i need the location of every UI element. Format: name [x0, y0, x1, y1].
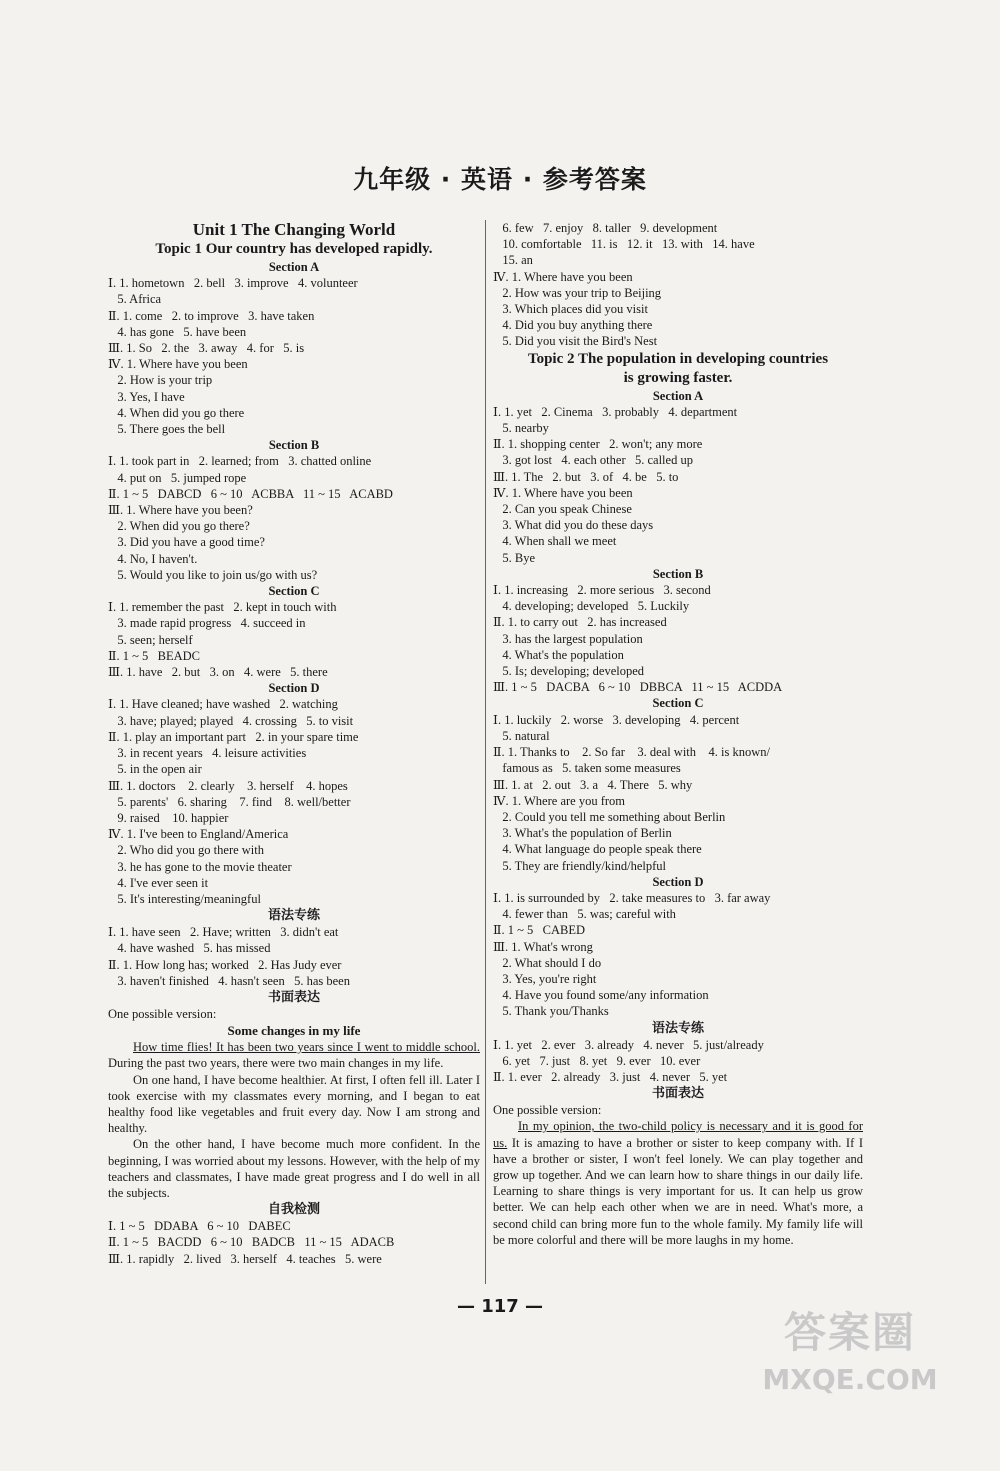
category-heading: 语法专练	[267, 908, 320, 924]
answer-line: 4. What language do people speak there	[493, 842, 702, 857]
answer-line: Ⅱ. 1 ~ 5 DABCD 6 ~ 10 ACBBA 11 ~ 15 ACABD	[108, 486, 393, 501]
answer-line: 3. Yes, you're right	[493, 971, 597, 986]
answer-line: Ⅰ. 1. yet 2. Cinema 3. probably 4. department	[493, 404, 738, 419]
answer-line: Ⅰ. 1. yet 2. ever 3. already 4. never 5. just/already	[493, 1037, 764, 1052]
answer-line: 5. seen; herself	[108, 632, 193, 647]
answer-line: Ⅲ. 1 ~ 5 DACBA 6 ~ 10 DBBCA 11 ~ 15 ACDDA	[493, 680, 783, 695]
answer-line: Ⅱ. 1. Thanks to 2. So far 3. deal with 4. is known/	[493, 745, 770, 760]
answer-line: 5. Bye	[493, 550, 536, 565]
section-heading: Section C	[652, 696, 704, 711]
answer-line: 3. he has gone to the movie theater	[108, 859, 292, 874]
answer-line: Ⅳ. 1. I've been to England/America	[108, 827, 289, 842]
answer-line: 3. Yes, I have	[108, 389, 185, 404]
answer-line: 4. have washed 5. has missed	[108, 941, 271, 956]
answer-line: Ⅰ. 1. hometown 2. bell 3. improve 4. volunteer	[108, 276, 358, 291]
section-heading: Section D	[652, 874, 704, 889]
topic-heading: is growing faster.	[623, 369, 733, 386]
answer-line: 4. I've ever seen it	[108, 875, 209, 890]
answer-line: Ⅰ. 1. remember the past 2. kept in touch with	[108, 600, 337, 615]
answer-line: Ⅱ. 1. play an important part 2. in your spare time	[108, 729, 359, 744]
answer-line: 4. Did you buy anything there	[493, 318, 653, 333]
answer-line: 2. When did you go there?	[108, 519, 250, 534]
answer-line: Ⅳ. 1. Where are you from	[493, 793, 626, 808]
answer-line: Ⅰ. 1. is surrounded by 2. take measures to 3. far away	[493, 890, 771, 905]
answer-line: 4. When did you go there	[108, 405, 245, 420]
page-number: — 117 —	[456, 1296, 544, 1317]
answer-line: Ⅲ. 1. Where have you been?	[108, 503, 253, 518]
answer-line: Ⅱ. 1. shopping center 2. won't; any more	[493, 437, 703, 452]
answer-line: 2. Can you speak Chinese	[493, 502, 632, 517]
answer-line: 2. What should I do	[493, 955, 602, 970]
answer-line: Ⅰ. 1. increasing 2. more serious 3. second	[493, 583, 711, 598]
topic-heading: Topic 2 The population in developing countries	[527, 350, 829, 367]
answer-line: Ⅲ. 1. at 2. out 3. a 4. There 5. why	[493, 777, 693, 792]
watermark-logo	[730, 1303, 970, 1423]
answer-line: 3. What's the population of Berlin	[493, 826, 672, 841]
answer-line: 5. Did you visit the Bird's Nest	[493, 334, 658, 349]
answer-line: 10. comfortable 11. is 12. it 13. with 14. have	[493, 237, 755, 252]
category-heading: 自我检测	[267, 1202, 320, 1218]
category-heading: 书面表达	[267, 989, 320, 1005]
essay-paragraph: On one hand, I have become healthier. At first, I often fell ill. Later I took exercise with my classmates every morning, and I began to eat healthy food like vegetables and fruit every day. Now I am strong and healthy.	[108, 1072, 480, 1136]
answer-line: 5. parents' 6. sharing 7. find 8. well/better	[108, 794, 351, 809]
answer-line: Ⅱ. 1. come 2. to improve 3. have taken	[108, 308, 315, 323]
answer-line: Ⅳ. 1. Where have you been	[493, 485, 633, 500]
answer-line: 9. raised 10. happier	[108, 810, 229, 825]
answer-line: Ⅱ. 1 ~ 5 BEADC	[108, 648, 200, 663]
answer-line: 4. put on 5. jumped rope	[108, 470, 247, 485]
answer-line: 3. made rapid progress 4. succeed in	[108, 616, 306, 631]
answer-line: 5. Would you like to join us/go with us?	[108, 567, 318, 582]
essay-paragraph: On the other hand, I have become much more confident. In the beginning, I was worried about my lessons. However, with the help of my teachers and classmates, I have made great progress and I do well in all the subjects.	[108, 1137, 480, 1200]
answer-line: 3. got lost 4. each other 5. called up	[493, 453, 693, 468]
essay-title: Some changes in my life	[227, 1023, 361, 1039]
underlined-sentence: In my opinion, the two-child policy is necessary and it is good for us.	[493, 1119, 863, 1150]
essay-paragraph	[493, 1118, 863, 1248]
paragraph-text: It is amazing to have a brother or sister to keep company with. If I have a brother or sister, I won't feel lonely. We can play together and grow up together. And we can learn how to share things in our daily life. Learning to share things is very important for us. It can help us grow better. We can help each other when we are in need. What's more, a second child can bring more fun to the whole family. My family life will be more colorful and there will be more laughs in my home.	[493, 1135, 863, 1247]
answer-line: Ⅰ. 1. took part in 2. learned; from 3. chatted online	[108, 454, 372, 469]
answer-line: 4. What's the population	[493, 647, 624, 662]
answer-line: Ⅰ. 1. Have cleaned; have washed 2. watching	[108, 697, 338, 712]
answer-line: famous as 5. taken some measures	[493, 761, 681, 776]
answer-line: 2. Who did you go there with	[108, 843, 264, 858]
answer-line: 5. Is; developing; developed	[493, 664, 645, 679]
answer-line: Ⅲ. 1. The 2. but 3. of 4. be 5. to	[493, 469, 679, 484]
column-divider	[485, 220, 486, 1284]
answer-line: 3. Did you have a good time?	[108, 535, 265, 550]
answer-line: Ⅱ. 1 ~ 5 CABED	[493, 923, 585, 938]
answer-line: Ⅲ. 1. So 2. the 3. away 4. for 5. is	[108, 341, 305, 356]
answer-line: 5. They are friendly/kind/helpful	[493, 858, 666, 873]
answer-line: 4. No, I haven't.	[108, 551, 198, 566]
answer-line: 4. fewer than 5. was; careful with	[493, 907, 676, 922]
topic-heading: Topic 1 Our country has developed rapidly.	[155, 241, 433, 257]
answer-line: 4. developing; developed 5. Luckily	[493, 599, 690, 614]
section-heading: Section A	[652, 388, 704, 403]
answer-line: Ⅲ. 1. What's wrong	[493, 939, 593, 954]
answer-line: Ⅰ. 1. luckily 2. worse 3. developing 4. percent	[493, 712, 740, 727]
answer-line: 5. There goes the bell	[108, 422, 226, 437]
answer-line: 5. Africa	[108, 292, 162, 307]
underlined-sentence: How time flies! It has been two years since I went to middle school.	[133, 1040, 480, 1055]
answer-line: 5. natural	[493, 728, 550, 743]
answer-line: Ⅳ. 1. Where have you been	[108, 357, 248, 372]
section-heading: Section D	[268, 681, 320, 696]
section-heading: Section B	[268, 438, 320, 453]
answer-line: Ⅱ. 1. How long has; worked 2. Has Judy ever	[108, 957, 342, 972]
answer-line: 5. Thank you/Thanks	[493, 1004, 609, 1019]
answer-line: 3. has the largest population	[493, 631, 643, 646]
paragraph-text: During the past two years, there were two main changes in my life.	[108, 1056, 444, 1071]
answer-line: 5. in the open air	[108, 762, 202, 777]
left-column	[108, 220, 480, 1267]
answer-line: 6. few 7. enjoy 8. taller 9. development	[493, 221, 718, 235]
category-heading: 语法专练	[651, 1020, 704, 1036]
answer-line: One possible version:	[108, 1006, 217, 1021]
answer-line: Ⅲ. 1. doctors 2. clearly 3. herself 4. hopes	[108, 778, 348, 793]
essay-paragraph	[108, 1039, 480, 1071]
answer-line: 3. haven't finished 4. hasn't seen 5. has been	[108, 973, 350, 988]
answer-line: Ⅰ. 1 ~ 5 DDABA 6 ~ 10 DABEC	[108, 1219, 291, 1234]
answer-line: 2. How was your trip to Beijing	[493, 285, 662, 300]
answer-line: Ⅱ. 1. ever 2. already 3. just 4. never 5. yet	[493, 1069, 728, 1084]
answer-line: 4. When shall we meet	[493, 534, 617, 549]
section-heading: Section A	[268, 260, 320, 274]
answer-line: Ⅲ. 1. have 2. but 3. on 4. were 5. there	[108, 665, 328, 680]
answer-line: 3. have; played; played 4. crossing 5. to visit	[108, 713, 354, 728]
answer-line: 3. in recent years 4. leisure activities	[108, 746, 307, 761]
watermark-bottom-text: MXQE.COM	[762, 1363, 938, 1396]
unit-heading: Unit 1 The Changing World	[192, 220, 396, 239]
answer-line: 4. has gone 5. have been	[108, 324, 247, 339]
answer-line: Ⅱ. 1. to carry out 2. has increased	[493, 615, 667, 630]
answer-line: 5. nearby	[493, 421, 549, 436]
section-heading: Section C	[268, 584, 320, 599]
answer-line: Ⅱ. 1 ~ 5 BACDD 6 ~ 10 BADCB 11 ~ 15 ADACB	[108, 1235, 395, 1250]
answer-line: Ⅰ. 1. have seen 2. Have; written 3. didn't eat	[108, 925, 339, 940]
answer-line: 2. How is your trip	[108, 373, 213, 388]
answer-line: 15. an	[493, 253, 533, 268]
section-heading: Section B	[652, 566, 704, 581]
watermark-top-text: 答案圈	[783, 1308, 916, 1357]
answer-line: One possible version:	[493, 1103, 602, 1118]
category-heading: 书面表达	[651, 1086, 704, 1102]
right-column	[493, 220, 863, 1248]
answer-line: Ⅲ. 1. rapidly 2. lived 3. herself 4. teaches 5. were	[108, 1251, 382, 1266]
answer-line: 5. It's interesting/meaningful	[108, 891, 261, 906]
answer-line: 6. yet 7. just 8. yet 9. ever 10. ever	[493, 1053, 701, 1068]
answer-line: 3. What did you do these days	[493, 518, 654, 533]
answer-line: 4. Have you found some/any information	[493, 988, 709, 1003]
answer-line: Ⅳ. 1. Where have you been	[493, 269, 633, 284]
answer-line: 2. Could you tell me something about Berlin	[493, 809, 726, 824]
answer-line: 3. Which places did you visit	[493, 302, 648, 317]
page-title: 九年级 · 英语 · 参考答案	[353, 165, 647, 194]
